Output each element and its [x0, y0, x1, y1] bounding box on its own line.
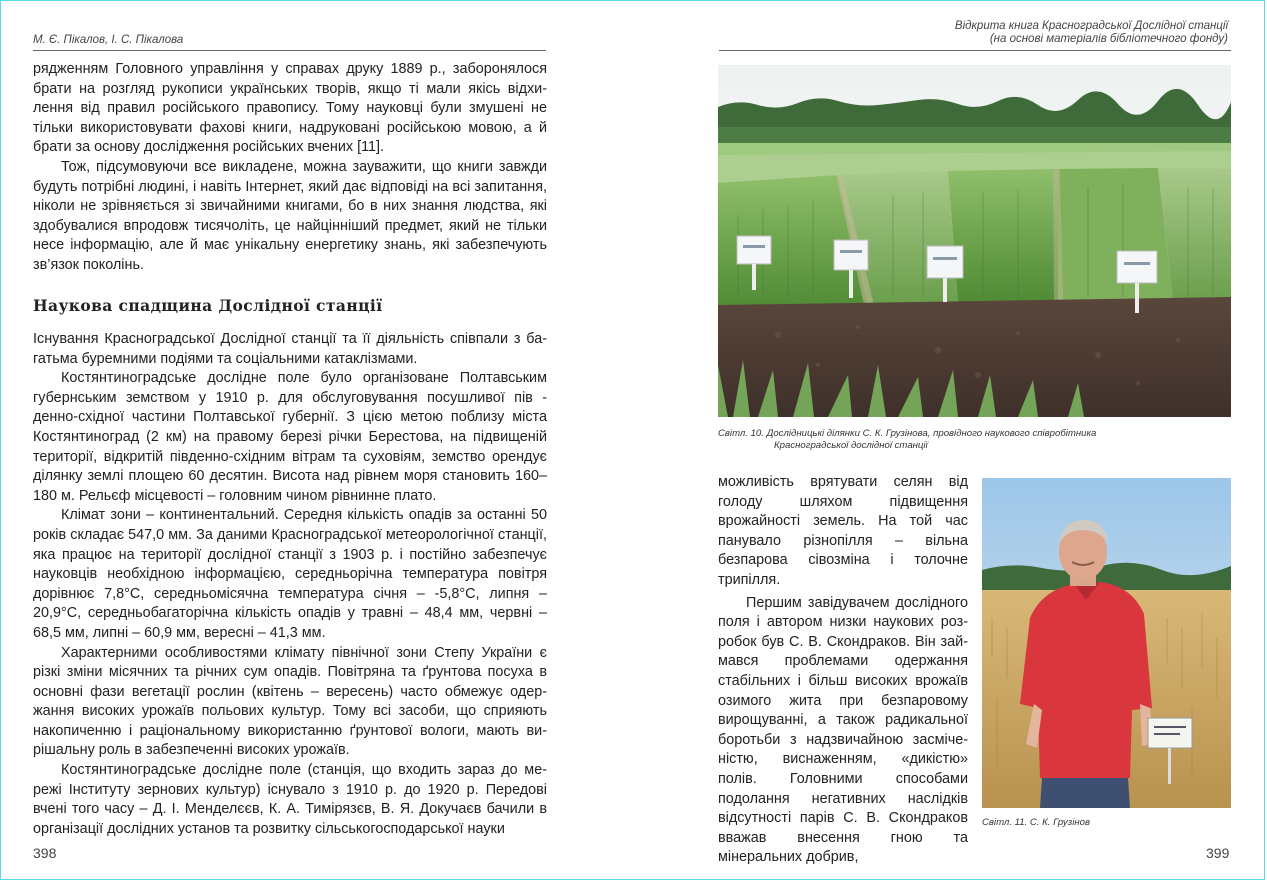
- portrait-photo: [982, 478, 1231, 808]
- paragraph: Характерними особливостями клімату північної зони Степу України є різкі зміни місячних та річних сум опадів. Повітряна та ґрунтова посуха в основні фази вегетації рослин (квітень – вересень) часто обмежує одержання високих урожаїв польових культур. Тому всі засоби, що сприяють накопиченню і раціональному використанню ґрунтової вологи, мають вирішальну роль в забезпеченні високих урожаїв.: [33, 644, 547, 759]
- right-running-head: [955, 20, 1228, 46]
- caption-line: Красноградської дослідної станції: [774, 440, 928, 451]
- paragraph: Першим завідувачем дослідного поля і автором низки наукових розробок був С. В. Скондраков. Він займався проблемами одержання стабільних і більш високих врожаїв озимого жита при безпаровому вирощуванні, а також радикальної боротьби з надзвичайною засміченістю, виснаженням, «дикістю» полів. Головними способами подолання негативних наслідків відсутності парів С. В. Скондраков вважав внесення гною та мінеральних добрив,: [718, 594, 968, 866]
- paragraph: Існування Красноградської Дослідної станції та її діяльність співпали з багатьма буремними подіями та соціальними катаклізмами.: [33, 331, 547, 367]
- figure11-caption: Світл. 11. С. К. Грузінов: [982, 817, 1090, 828]
- right-page-number: 399: [1206, 845, 1230, 861]
- paragraph: Тож, підсумовуючи все викладене, можна зауважити, що книги завжди будуть потрібні людині, і навіть Інтернет, який дає відповіді на всі запитання, ніколи не зрівняється зі звичайними книгами, бо в них знання людства, які здобувалися впродовж тисячоліть, це найцінніший предмет, який не тільки несе інформацію, але й має унікальну енергетику знань, які забезпечують зв’язок поколінь.: [33, 158, 547, 273]
- paragraph: Костянтиноградське дослідне поле було організоване Полтавським губернським земством у 1910 р. для обслуговування посушливої пів - денно-східної частини Полтавської губернії. З цією метою поблизу міста Костянтиноград (2 км) на правому березі річки Берестова, на підвищеній території, відкритій південно-східним вітрам та суховіям, земство орендує ділянку землі площею 60 десятин. Висота над рівнем моря становить 160–180 м. Рельєф місцевості – головним чином рівнинне плато.: [33, 370, 547, 504]
- left-running-head: М. Є. Пікалов, І. С. Пікалова: [33, 34, 184, 46]
- left-text-top: [33, 60, 547, 276]
- left-text-bottom: [33, 330, 547, 839]
- paragraph: можливість врятувати селян від голоду шляхом підвищення врожайності земель. На той час панувало різнопілля – вільна безпарова сівозміна і толочне трипілля.: [718, 474, 968, 588]
- right-header-rule: [719, 50, 1231, 51]
- left-page-number: 398: [33, 845, 57, 861]
- left-header-rule: [33, 50, 546, 51]
- figure10-caption: [718, 428, 1231, 452]
- running-head-line: Відкрита книга Красноградської Дослідної станції: [954, 20, 1228, 32]
- running-head-line: (на основі матеріалів бібліотечного фонду): [989, 33, 1228, 45]
- caption-line: Світл. 10. Дослідницькі ділянки С. К. Грузінова, провідного наукового співробітника: [718, 428, 1097, 439]
- paragraph: рядженням Головного управління у справах друку 1889 р., заборонялося брати на розгляд рукописи українських творів, якщо ті мали якісь відхилення від правил російського правопису. Тому науковці були змушені не тільки використовувати фахові книги, надруковані російською мовою, а й брати за основу дослідження російських вчених [11].: [33, 61, 547, 156]
- section-heading: Наукова спадщина Дослідної станції: [33, 296, 383, 315]
- field-plots-photo: [718, 65, 1231, 417]
- right-text: [718, 473, 968, 868]
- paragraph: Клімат зони – континентальний. Середня кількість опадів за останні 50 років складає 547,0 мм. За даними Красноградської метеорологічної станції, яка працює на території дослідної станції з 1903 р. і постійно забезпечує науковців необхідною інформацією, середньорічна температура повітря дорівнює 7,8°С, середньомісячна температура січня – -5,8°С, липня – 20,9°С, середньобагаторічна кількість опадів у травні – 48,4 мм, червні – 68,5 мм, липні – 60,9 мм, вересні – 41,3 мм.: [33, 507, 547, 641]
- paragraph: Костянтиноградське дослідне поле (станція, що входить зараз до мережі Інституту зернових культур) існувало з 1910 р. до 1920 р. Передові вчені того часу – Д. І. Менделєєв, К. А. Тимірязєв, В. Я. Докучаєв бачили в організації дослідних установ та розвитку сільськогосподарської науки: [33, 762, 547, 837]
